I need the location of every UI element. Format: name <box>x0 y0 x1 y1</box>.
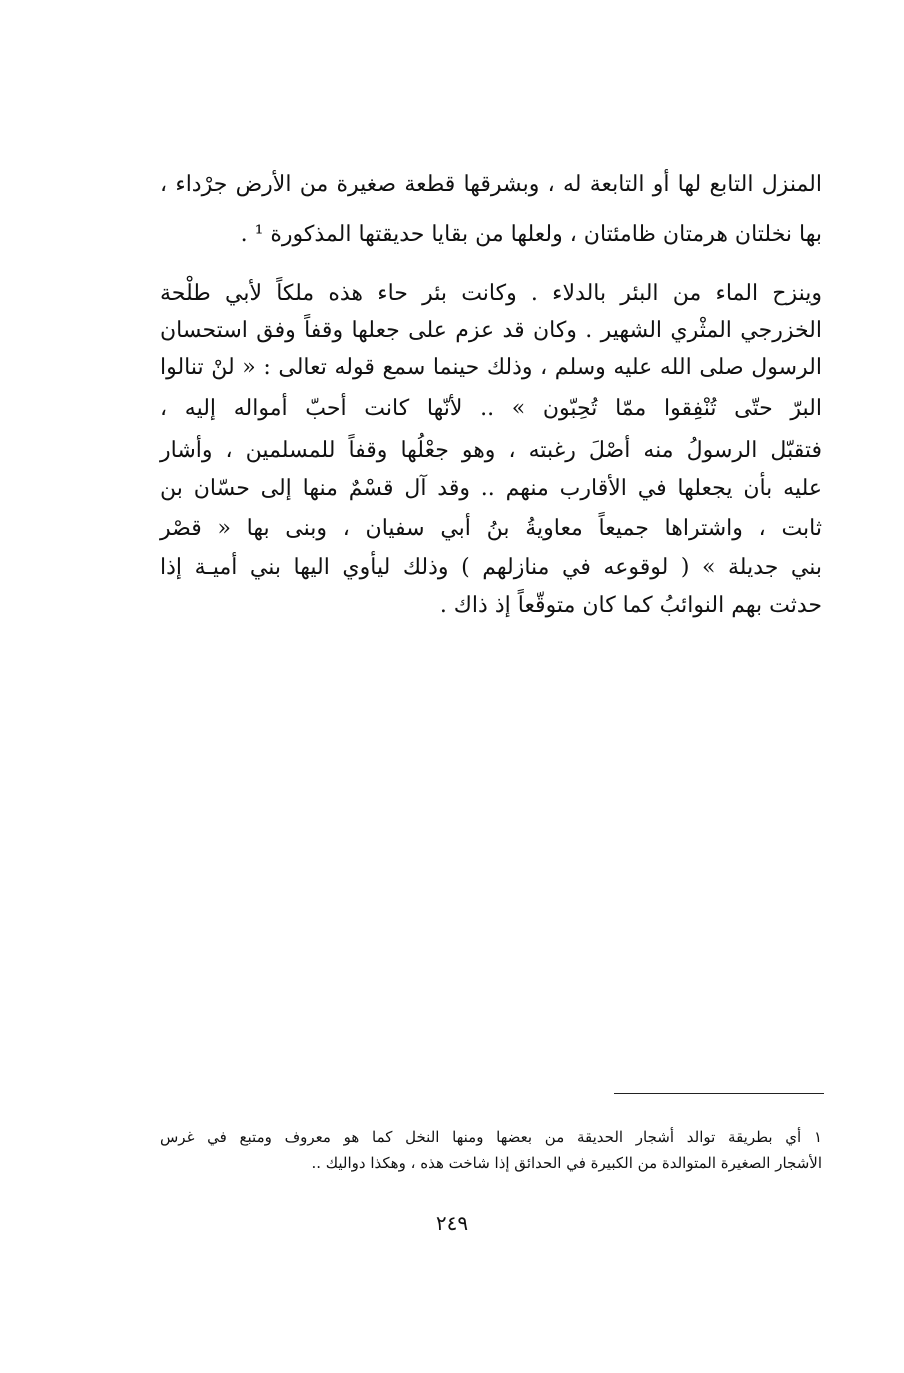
paragraph-2-line-5: فتقبّل الرسولُ منه أصْلَ رغبته ، وهو جعْلُها وقفاً للمسلمين ، وأشار <box>160 438 822 463</box>
footnote-separator <box>614 1093 824 1094</box>
paragraph-2-line-2: الخزرجي المثْري الشهير . وكان قد عزم على جعلها وقفاً وفق استحسان <box>160 318 822 343</box>
paragraph-2-line-7: ثابت ، واشتراها جميعاً معاويةُ بنُ أبي سفيان ، وبنى بها « قصْر <box>160 516 822 541</box>
paragraph-2-line-9: حدثت بهم النوائبُ كما كان متوقّعاً إذ ذاك . <box>439 593 822 618</box>
paragraph-2-line-4: البرّ حتّى تُنْفِقوا ممّا تُحِبّون » .. لأنّها كانت أحبّ أمواله إليه ، <box>160 396 822 421</box>
paragraph-2-line-3: الرسول صلى الله عليه وسلم ، وذلك حينما سمع قوله تعالى : « لنْ تنالوا <box>160 355 822 380</box>
paragraph-2-line-1: وينزح الماء من البئر بالدلاء . وكانت بئر حاء هذه ملكاً لأبي طلْحة <box>160 281 822 306</box>
footnote-line-1: ١ أي بطريقة توالد أشجار الحديقة من بعضها ومنها النخل كما هو معروف ومتبع في غرس <box>160 1128 822 1146</box>
footnote-line-2: الأشجار الصغيرة المتوالدة من الكبيرة في الحدائق إذا شاخت هذه ، وهكذا دواليك .. <box>311 1154 822 1172</box>
page-number: ٢٤٩ <box>435 1211 469 1235</box>
paragraph-2-line-6: عليه بأن يجعلها في الأقارب منهم .. وقد آل قسْمٌ منها إلى حسّان بن <box>160 476 822 501</box>
paragraph-2-line-8: بني جديلة » ( لوقوعه في منازلهم ) وذلك ليأوي اليها بني أميـة إذا <box>160 555 822 580</box>
paragraph-1-line-1: المنزل التابع لها أو التابعة له ، وبشرقها قطعة صغيرة من الأرض جرْداء ، <box>160 172 822 197</box>
paragraph-1-line-2: بها نخلتان هرمتان ظامئتان ، ولعلها من بقايا حديقتها المذكورة ¹ . <box>240 222 822 247</box>
